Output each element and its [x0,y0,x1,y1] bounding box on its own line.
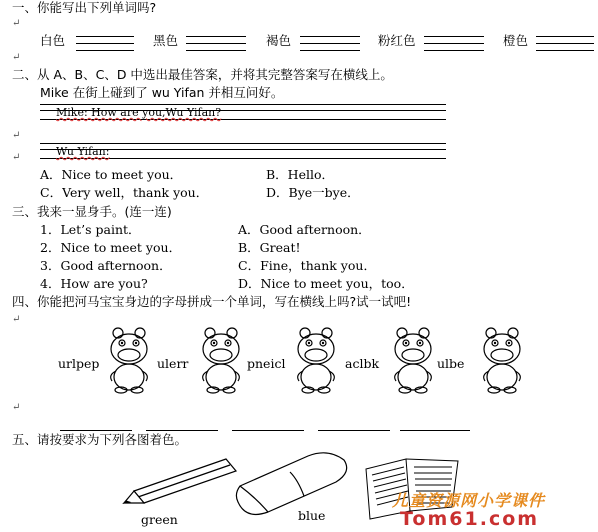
section4-heading: 四、你能把河马宝宝身边的字母拼成一个单词，写在横线上吗?试一试吧! [12,294,412,309]
color-label-blue: blue [298,508,326,523]
return-mark: ↵ [12,402,21,413]
answer-line [536,43,594,51]
answer-underline [232,430,304,431]
answer-underline [60,430,132,431]
answer-line [300,43,360,51]
match-right-d: D．Nice to meet you，too． [238,276,414,291]
writing-line [40,104,446,105]
section2-heading: 二、从 A、B、C、D 中选出最佳答案，并将其完整答案写在横线上。 [12,67,393,82]
hippo-icon [388,325,438,395]
color-label-green: green [141,512,178,527]
return-mark: ↵ [12,52,21,63]
hippo-icon [196,325,246,395]
scrambled-word-2: ulerr [157,356,189,371]
color-word-pink: 粉红色 [378,33,416,48]
answer-underline [318,430,390,431]
option-d: D．Bye一bye． [266,185,360,200]
match-left-2: 2．Nice to meet you． [40,240,182,255]
hippo-icon [104,325,154,395]
watermark-logo: Tom61.com [400,508,540,530]
dialogue-line-mike [56,107,221,119]
option-c: C．Very well，thank you． [40,185,209,200]
answer-line [186,43,246,51]
dialogue-line-wuyifan [56,146,109,158]
answer-underline [400,430,470,431]
match-right-b: B．Great! [238,240,301,255]
writing-line [40,158,446,159]
scrambled-word-3: pneicl [247,356,286,371]
color-word-black: 黑色 [153,33,179,48]
eraser-icon [232,450,354,520]
match-left-4: 4．How are you? [40,276,148,291]
section2-intro: Mike 在街上碰到了 wu Yifan 并相互问好。 [40,85,284,100]
writing-line [40,119,446,120]
return-mark: ↵ [12,130,21,141]
answer-line [424,43,484,51]
return-mark: ↵ [12,152,21,163]
dialogue-text: Mike: How are you,Wu Yifan? [56,106,222,119]
hippo-icon [291,325,341,395]
watermark-text: 儿童资源网小学课件 [392,491,546,510]
hippo-icon [477,325,527,395]
answer-underline [146,430,218,431]
answer-line [76,43,134,51]
writing-line [40,143,446,144]
match-left-3: 3．Good afternoon． [40,258,172,273]
scrambled-word-4: aclbk [345,356,380,371]
pencil-icon [122,455,240,507]
option-b: B．Hello． [266,167,335,182]
color-word-brown: 褐色 [266,33,292,48]
dialogue-text: Wu Yifan: [56,145,110,158]
section3-heading: 三、我来一显身手。(连一连) [12,204,172,219]
option-a: A．Nice to meet you． [40,167,183,182]
color-word-white: 白色 [40,33,66,48]
return-mark: ↵ [12,314,21,325]
match-right-c: C．Fine，thank you． [238,258,376,273]
section1-heading: 一、你能写出下列单词吗? [12,0,157,15]
match-left-1: 1．Let’s paint． [40,222,141,237]
section5-heading: 五、请按要求为下列各图着色。 [12,432,188,447]
scrambled-word-5: ulbe [437,356,465,371]
color-word-orange: 橙色 [503,33,529,48]
scrambled-word-1: urlpep [58,356,100,371]
return-mark: ↵ [12,18,21,29]
match-right-a: A．Good afternoon． [238,222,371,237]
